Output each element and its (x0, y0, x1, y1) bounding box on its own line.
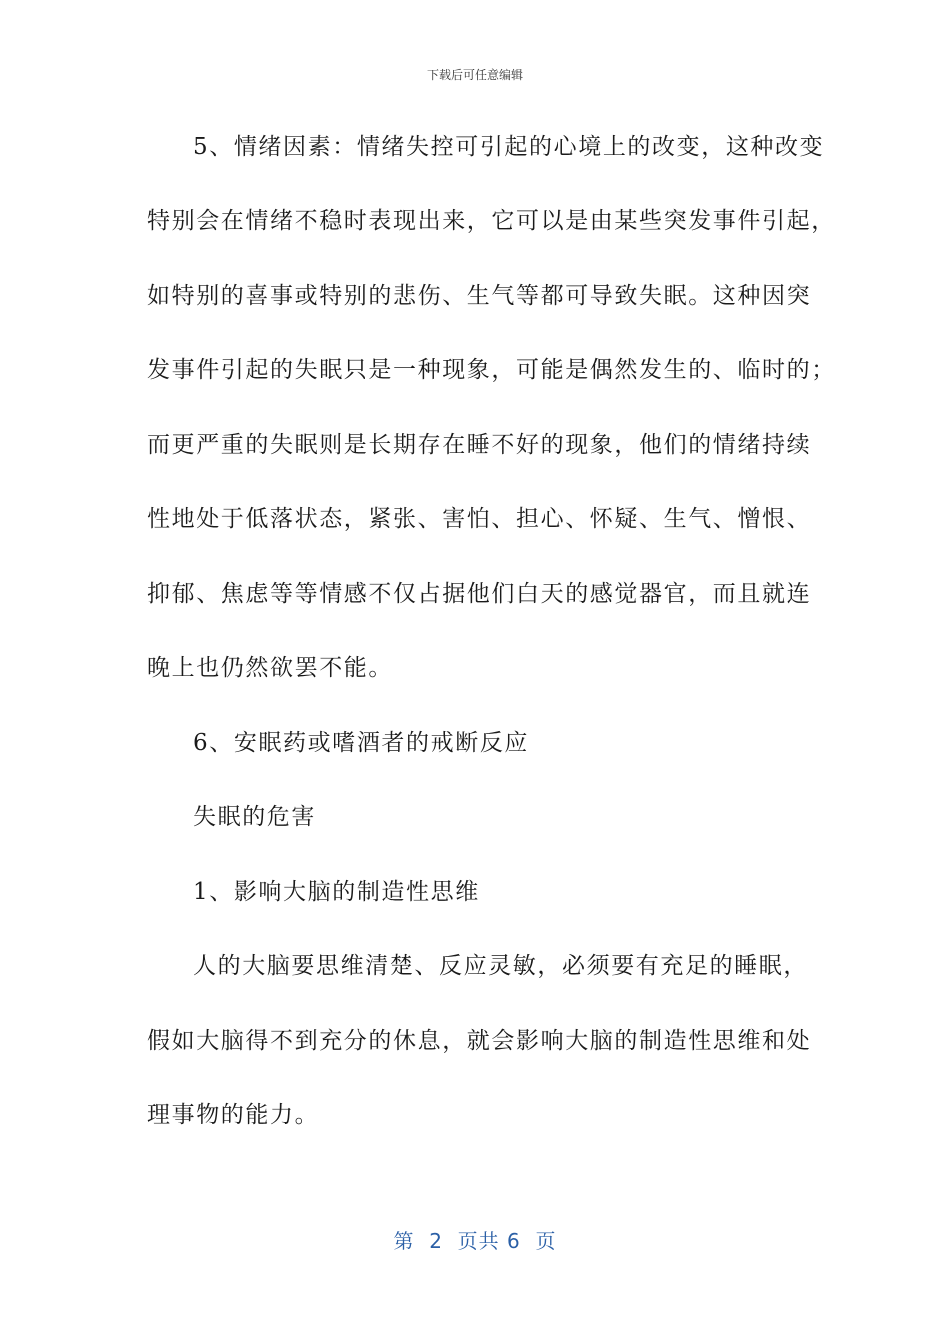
page-number: 第 2 页共 6 页 (393, 1229, 557, 1253)
header-note: 下载后可任意编辑 (426, 68, 523, 82)
paragraph-line: 人的大脑要思维清楚、反应灵敏，必须要有充足的睡眠， (193, 953, 808, 979)
paragraph-line: 特别会在情绪不稳时表现出来，它可以是由某些突发事件引起， (147, 208, 836, 234)
paragraph-line: 抑郁、焦虑等等情感不仅占据他们白天的感觉器官，而且就连 (147, 581, 812, 607)
paragraph-line: 理事物的能力。 (147, 1102, 320, 1128)
paragraph-line: 而更严重的失眠则是长期存在睡不好的现象，他们的情绪持续 (147, 432, 812, 458)
paragraph-line: 晚上也仍然欲罢不能。 (147, 655, 393, 681)
paragraph-line: 发事件引起的失眠只是一种现象，可能是偶然发生的、临时的； (147, 357, 836, 383)
paragraph-line: 6、安眠药或嗜酒者的戒断反应 (193, 730, 530, 756)
paragraph-line: 如特别的喜事或特别的悲伤、生气等都可导致失眠。这种因突 (147, 283, 812, 309)
paragraph-line: 性地处于低落状态，紧张、害怕、担心、怀疑、生气、憎恨、 (147, 506, 812, 532)
section-heading: 失眠的危害 (193, 804, 316, 830)
subsection-heading: 1、影响大脑的制造性思维 (193, 879, 480, 905)
paragraph-line: 5、情绪因素：情绪失控可引起的心境上的改变，这种改变 (193, 134, 825, 160)
paragraph-line: 假如大脑得不到充分的休息，就会影响大脑的制造性思维和处 (147, 1028, 812, 1054)
